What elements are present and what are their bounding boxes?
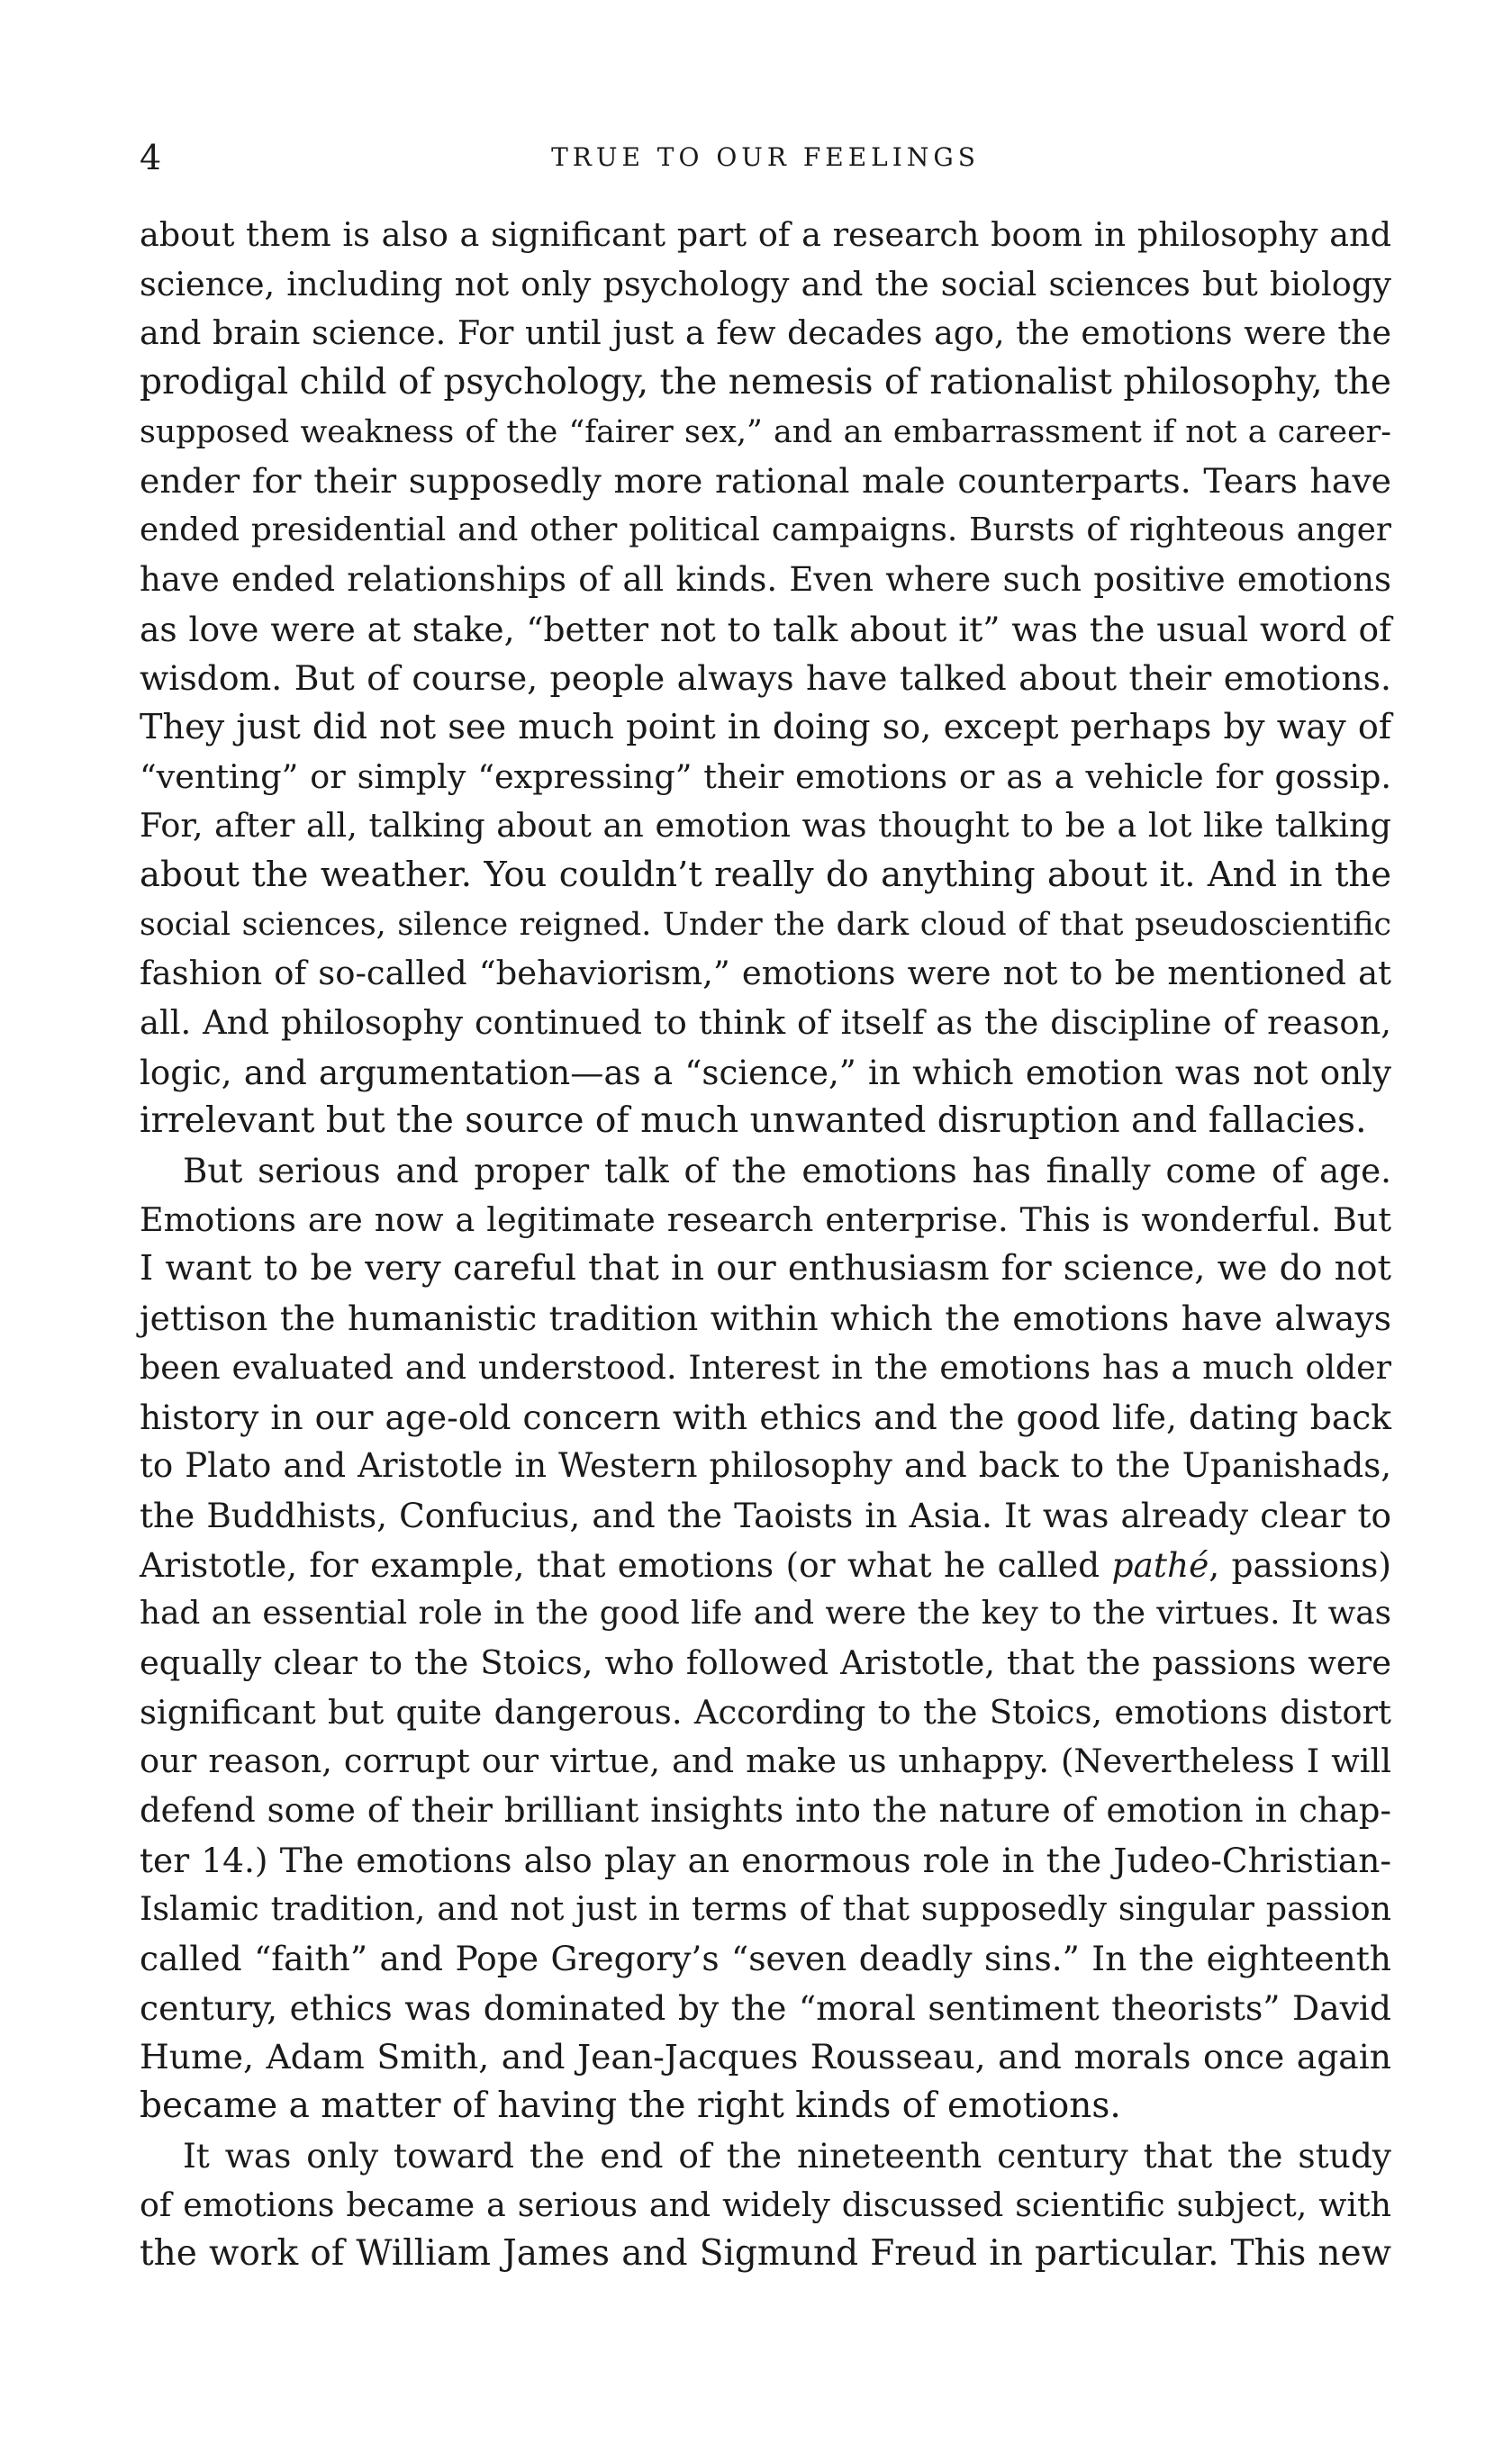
text-line: called “faith” and Pope Gregory’s “seven deadly sins.” In the eighteenth xyxy=(140,1939,1391,1979)
text-line: irrelevant but the source of much unwanted disruption and fallacies. xyxy=(140,1100,1367,1142)
text-line: equally clear to the Stoics, who followed Aristotle, that the passions were xyxy=(140,1642,1391,1682)
text-line: For, after all, talking about an emotion was thought to be a lot like talking xyxy=(140,806,1391,846)
text-line: the work of William James and Sigmund Freud in particular. This new xyxy=(140,2233,1391,2275)
text-line: to Plato and Aristotle in Western philosophy and back to the Upanishads, xyxy=(140,1446,1391,1486)
text-line: about the weather. You couldn’t really do anything about it. And in the xyxy=(140,854,1391,895)
text-line: became a matter of having the right kinds of emotions. xyxy=(140,2086,1121,2127)
text-line: logic, and argumentation—as a “science,” in which emotion was not only xyxy=(140,1052,1391,1092)
text-line: I want to be very careful that in our enthusiasm for science, we do not xyxy=(140,1248,1391,1289)
paragraph xyxy=(140,2131,1391,2279)
text-line: significant but quite dangerous. According to the Stoics, emotions distort xyxy=(140,1692,1391,1732)
text-line: “venting” or simply “expressing” their emotions or as a vehicle for gossip. xyxy=(140,756,1391,796)
text-line: jettison the humanistic tradition within which the emotions have always xyxy=(140,1298,1391,1339)
running-title: TRUE TO OUR FEELINGS xyxy=(551,142,980,172)
text-line: supposed weakness of the “fairer sex,” and an embarrassment if not a career- xyxy=(140,413,1391,450)
text-line: been evaluated and understood. Interest in the emotions has a much older xyxy=(140,1347,1391,1387)
text-line: have ended relationships of all kinds. Even where such positive emotions xyxy=(140,559,1391,599)
text-line: Hume, Adam Smith, and Jean-Jacques Rousseau, and morals once again xyxy=(140,2037,1391,2077)
text-line: wisdom. But of course, people always have talked about their emotions. xyxy=(140,658,1391,699)
text-line: history in our age-old concern with ethics and the good life, dating back xyxy=(140,1397,1391,1437)
text-line: ender for their supposedly more rational male counterparts. Tears have xyxy=(140,461,1391,502)
text-line: But serious and proper talk of the emotions has finally come of age. xyxy=(183,1151,1391,1191)
text-line: Islamic tradition, and not just in terms of that supposedly singular passion xyxy=(140,1889,1391,1929)
text-line: They just did not see much point in doing so, except perhaps by way of xyxy=(140,707,1391,747)
text-line: ended presidential and other political campaigns. Bursts of righteous anger xyxy=(140,511,1391,549)
text-line: fashion of so-called “behaviorism,” emotions were not to be mentioned at xyxy=(140,954,1391,993)
text-line: the Buddhists, Confucius, and the Taoists in Asia. It was already clear to xyxy=(140,1495,1391,1535)
body-text xyxy=(140,211,1391,2279)
text-line: had an essential role in the good life and were the key to the virtues. It was xyxy=(140,1595,1391,1633)
text-line: of emotions became a serious and widely discussed scientific subject, with xyxy=(140,2185,1391,2224)
paragraph xyxy=(140,211,1391,1146)
running-head xyxy=(140,135,1391,180)
text-line: Aristotle, for example, that emotions (or what he called pathé, passions) xyxy=(140,1544,1391,1585)
text-line: defend some of their brilliant insights into the nature of emotion in chap- xyxy=(140,1791,1391,1830)
text-line: our reason, corrupt our virtue, and make us unhappy. (Nevertheless I will xyxy=(140,1742,1391,1781)
text-line: social sciences, silence reigned. Under the dark cloud of that pseudoscientific xyxy=(140,906,1391,943)
text-line: all. And philosophy continued to think of itself as the discipline of reason, xyxy=(140,1003,1391,1042)
page-number: 4 xyxy=(140,138,162,177)
text-line: ter 14.) The emotions also play an enormous role in the Judeo-Christian- xyxy=(140,1840,1391,1880)
text-line: It was only toward the end of the nineteenth century that the study xyxy=(183,2135,1391,2176)
text-line: prodigal child of psychology, the nemesis of rationalist philosophy, the xyxy=(140,362,1391,403)
text-line: science, including not only psychology and the social sciences but biology xyxy=(140,264,1391,303)
text-line: about them is also a significant part of a research boom in philosophy and xyxy=(140,215,1391,254)
paragraph xyxy=(140,1146,1391,2131)
text-line: and brain science. For until just a few decades ago, the emotions were the xyxy=(140,313,1391,353)
text-line: as love were at stake, “better not to talk about it” was the usual word of xyxy=(140,609,1391,649)
text-line: Emotions are now a legitimate research enterprise. This is wonderful. But xyxy=(140,1199,1391,1239)
text-line: century, ethics was dominated by the “moral sentiment theorists” David xyxy=(140,1987,1391,2028)
